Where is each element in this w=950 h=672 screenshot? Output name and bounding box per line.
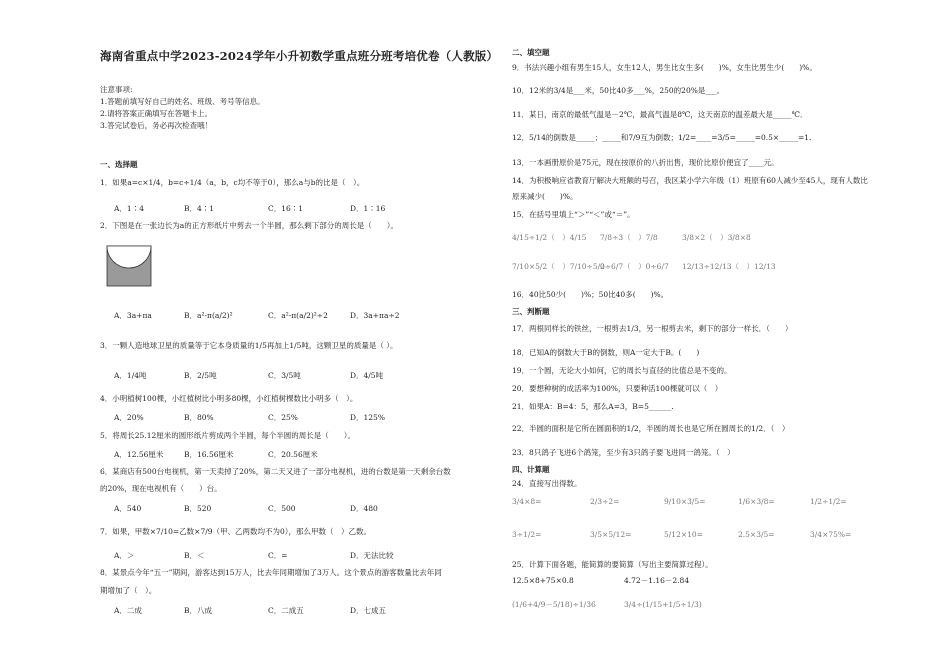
option[interactable]: C．16∶1 xyxy=(268,204,304,213)
option[interactable]: D．1∶16 xyxy=(350,204,386,213)
option[interactable]: C．20.56厘米 xyxy=(268,450,318,459)
option[interactable]: C．= xyxy=(268,551,288,560)
option[interactable]: D．480 xyxy=(350,504,378,513)
option[interactable]: A．＞ xyxy=(114,551,135,560)
question-22: 22．半圆的面积是它所在圆面积的1/2，半圆的周长也是它所在圆周长的1/2．（ ） xyxy=(512,424,790,433)
option[interactable]: A．3a+πa xyxy=(114,311,152,320)
calc-item: 5/12×10= xyxy=(664,530,703,539)
option[interactable]: D．七成五 xyxy=(350,606,387,615)
calc-expression: 4.72－1.16－2.84 xyxy=(624,576,690,585)
question-10: 10．12米的3/4是___米，50比40多___%，250的20%是___。 xyxy=(512,86,725,95)
option[interactable]: D．3a+πa÷2 xyxy=(350,311,400,320)
exam-title: 海南省重点中学2023-2024学年小升初数学重点班分班考培优卷（人教版） xyxy=(100,49,499,63)
question-7: 7．如果，甲数×7/10=乙数×7/9（甲、乙两数均不为0），那么甲数（ ）乙数。 xyxy=(100,527,372,536)
option[interactable]: B．＜ xyxy=(184,551,205,560)
option[interactable]: B．2/5吨 xyxy=(184,371,217,380)
compare-item: 4/15÷1/2（ ）4/15 xyxy=(512,233,587,242)
compare-item: 12/13÷12/13（ ）12/13 xyxy=(682,262,776,271)
question-2: 2．下图是在一张边长为a的正方形纸片中剪去一个半圆，那么剩下部分的周长是（ ）。 xyxy=(100,221,398,230)
question-6-cont: 的20%，现在电视机有（ ）台。 xyxy=(100,484,222,493)
calc-item: 3/4×8= xyxy=(512,497,542,506)
question-6: 6．某商店有500台电视机，第一天卖掉了20%，第二天又进了一部分电视机，进的台数是第一天剩余台数 xyxy=(100,467,451,476)
square-semicircle-figure xyxy=(106,245,152,287)
question-5: 5．将周长25.12厘米的圆形纸片剪成两个半圆，每个半圆的周长是（ ）。 xyxy=(100,431,355,440)
calc-expression: (1/6+4/9－5/18)÷1/36 xyxy=(512,600,596,609)
question-15: 15．在括号里填上“＞”“＜”或“＝”。 xyxy=(512,210,635,219)
compare-item: 0÷6/7（ ）0÷6/7 xyxy=(600,262,669,271)
question-11: 11．某日，南京的最低气温是－2℃，最高气温是8℃，这天南京的温差最大是_____℃． xyxy=(512,110,808,119)
section-heading-judge: 三、判断题 xyxy=(512,307,550,316)
option[interactable]: C．500 xyxy=(268,504,296,513)
option[interactable]: C．a²-π(a/2)²÷2 xyxy=(268,311,328,320)
option[interactable]: A．540 xyxy=(114,504,142,513)
option[interactable]: C．25% xyxy=(268,413,298,422)
option[interactable]: C．3/5吨 xyxy=(268,371,301,380)
calc-expression: 12.5×8+75×0.8 xyxy=(512,576,574,585)
option[interactable]: B．16.56厘米 xyxy=(184,450,234,459)
question-3: 3．一颗人造地球卫星的质量等于它本身质量的1/5再加上1/5吨，这颗卫星的质量是（ ）。 xyxy=(100,341,398,350)
question-19: 19．一个圆，无论大小如何，它的周长与直径的比值总是不变的。 xyxy=(512,366,732,375)
note-item: 3.答完试卷后，务必再次检查哦！ xyxy=(100,121,213,130)
calc-item: 1/2÷1/2= xyxy=(810,497,847,506)
option[interactable]: A．1∶4 xyxy=(114,204,144,213)
question-23: 23．8只鸽子飞进6个鸽笼，至少有3只鸽子要飞进同一鸽笼。（ ） xyxy=(512,448,735,457)
question-14-cont: 原来减少( )%。 xyxy=(512,192,578,201)
option[interactable]: B．八成 xyxy=(184,606,213,615)
question-8: 8．某景点今年“五一”期间，游客达到15万人，比去年同期增加了3万人。这个景点的游客数量比去年同 xyxy=(100,568,442,577)
calc-item: 3÷1/2= xyxy=(512,530,542,539)
option[interactable]: A．二成 xyxy=(114,606,142,615)
calc-item: 3/4×75%= xyxy=(810,530,852,539)
question-4: 4．小明植树100棵，小红植树比小明多80棵，小红植树棵数比小明多（ ）。 xyxy=(100,394,358,403)
note-item: 2.请将答案正确填写在答题卡上。 xyxy=(100,109,213,118)
question-18: 18．已知A的倒数大于B的倒数，则A一定大于B。( ) xyxy=(512,348,700,357)
question-14: 14．为积极响应省教育厅解决大班额的号召，我区某小学六年级（1）班原有60人减少至45人，现有人数比 xyxy=(512,176,868,185)
calc-expression: 3/4÷(1/15+1/5÷1/3) xyxy=(624,600,702,609)
question-8-cont: 期增加了（ ）。 xyxy=(100,586,157,595)
option[interactable]: C．二成五 xyxy=(268,606,304,615)
question-1: 1．如果a=c×1/4，b=c÷1/4（a，b，c均不等于0），那么a与b的比是（ ）。 xyxy=(100,178,365,187)
question-12: 12．5/14的倒数是_____；_____和7/9互为倒数；1/2=____=3/5=_____=0.5×_____=1. xyxy=(512,133,812,142)
calc-item: 9/10×3/5= xyxy=(664,497,706,506)
option[interactable]: D．无法比较 xyxy=(350,551,394,560)
option[interactable]: B．520 xyxy=(184,504,212,513)
option[interactable]: B．a²-π(a/2)² xyxy=(184,311,233,320)
compare-item: 7/8÷3（ ）7/8 xyxy=(600,233,658,242)
option[interactable]: A．12.56厘米 xyxy=(114,450,164,459)
option[interactable]: B．4∶1 xyxy=(184,204,215,213)
calc-item: 3/5×5/12= xyxy=(590,530,632,539)
compare-item: 3/8×2（ ）3/8×8 xyxy=(682,233,751,242)
section-heading-fill: 二、填空题 xyxy=(512,48,550,57)
question-13: 13．一本画册原价是75元，现在按原价的八折出售，现价比原价便宜了____元。 xyxy=(512,158,779,167)
calc-item: 2/3÷2= xyxy=(590,497,620,506)
option[interactable]: B．80% xyxy=(184,413,214,422)
question-25: 25．计算下面各题，能简算的要简算（写出主要简算过程）。 xyxy=(512,560,713,569)
section-heading-calc: 四、计算题 xyxy=(512,465,550,474)
option[interactable]: A．1/4吨 xyxy=(114,371,147,380)
question-9: 9．书法兴趣小组有男生15人，女生12人，男生比女生多( )%，女生比男生少( )%。 xyxy=(512,63,817,72)
question-24: 24．直接写出得数。 xyxy=(512,479,582,488)
question-17: 17．两根同样长的铁丝，一根剪去1/3，另一根剪去米，剩下的部分一样长．（ ） xyxy=(512,324,793,333)
question-21: 21．如果A：B=4：5，那么A=3，B=5______. xyxy=(512,402,674,411)
question-16: 16．40比50少( )%；50比40多( )%。 xyxy=(512,290,669,299)
section-heading-choice: 一、选择题 xyxy=(100,160,138,169)
question-20: 20．要想种树的成活率为100%，只要种活100棵就可以（ ） xyxy=(512,384,723,393)
compare-item: 7/10×5/2（ ）7/10÷5/2 xyxy=(512,262,605,271)
option[interactable]: D．4/5吨 xyxy=(350,371,384,380)
option[interactable]: D．125% xyxy=(350,413,385,422)
notes-heading: 注意事项: xyxy=(100,85,133,94)
note-item: 1.答题前填写好自己的姓名、班级、考号等信息。 xyxy=(100,97,265,106)
calc-item: 2.5×3/5= xyxy=(738,530,775,539)
calc-item: 1/6×3/8= xyxy=(738,497,775,506)
option[interactable]: A．20% xyxy=(114,413,144,422)
